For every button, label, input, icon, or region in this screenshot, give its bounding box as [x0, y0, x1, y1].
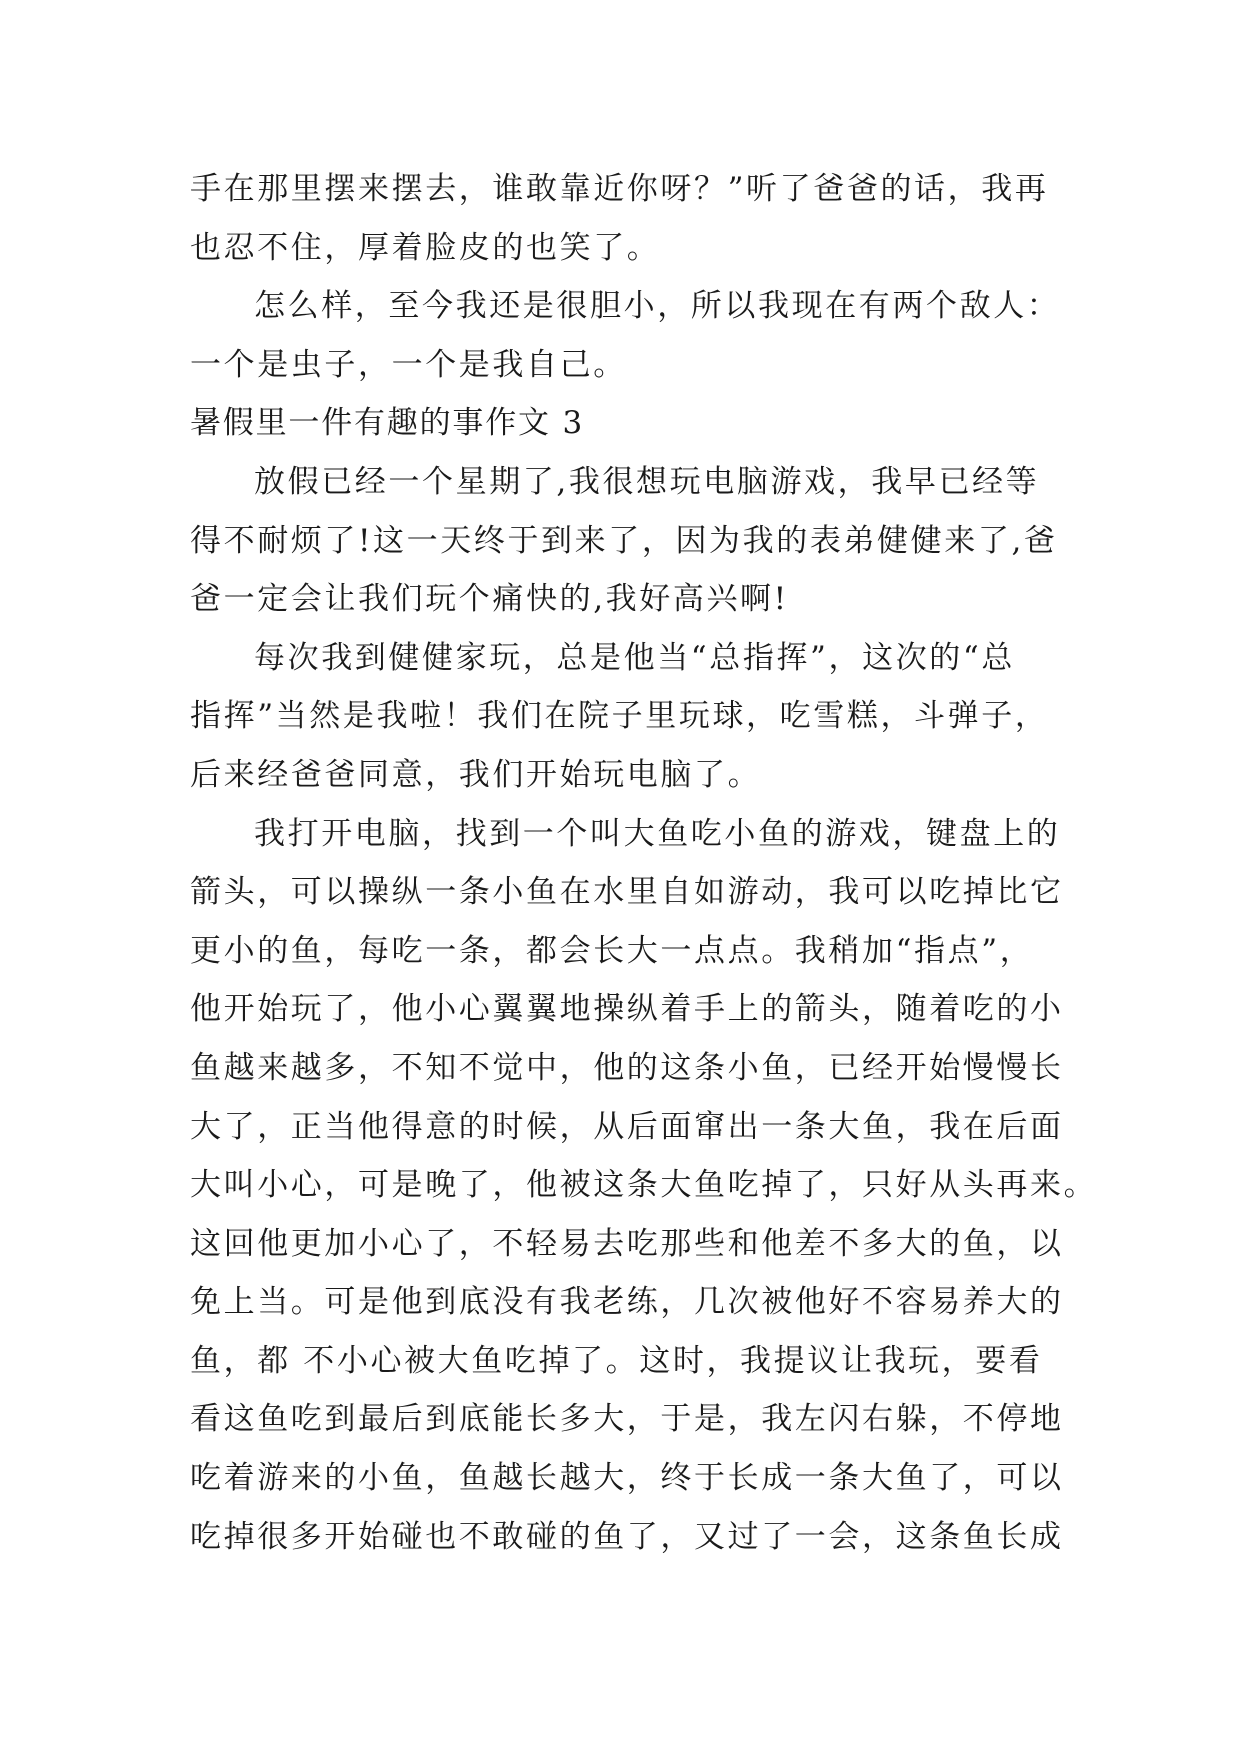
- section-heading: 暑假里一件有趣的事作文 3: [190, 405, 584, 442]
- paragraph-start-line: 怎么样，至今我还是很胆小，所以我现在有两个敌人：: [254, 288, 1061, 325]
- text-line: 也忍不住，厚着脸皮的也笑了。: [190, 229, 661, 266]
- text-line: 大叫小心，可是晚了，他被这条大鱼吃掉了，只好从头再来。: [190, 1167, 1098, 1204]
- text-line: 得不耐烦了!这一天终于到来了，因为我的表弟健健来了,爸: [190, 522, 1058, 559]
- text-line: 吃着游来的小鱼，鱼越长越大，终于长成一条大鱼了，可以: [190, 1460, 1064, 1497]
- text-line: 这回他更加小心了，不轻易去吃那些和他差不多大的鱼，以: [190, 1225, 1064, 1262]
- text-line: 后来经爸爸同意，我们开始玩电脑了。: [190, 756, 762, 793]
- text-line: 大了，正当他得意的时候，从后面窜出一条大鱼，我在后面: [190, 1108, 1064, 1145]
- text-line: 鱼越来越多，不知不觉中，他的这条小鱼，已经开始慢慢长: [190, 1049, 1064, 1086]
- text-line: 一个是虫子，一个是我自己。: [190, 346, 627, 383]
- text-line: 指挥”当然是我啦！我们在院子里玩球，吃雪糕，斗弹子，: [190, 698, 1049, 735]
- text-line: 看这鱼吃到最后到底能长多大，于是，我左闪右躲，不停地: [190, 1401, 1064, 1438]
- text-line: 箭头，可以操纵一条小鱼在水里自如游动，我可以吃掉比它: [190, 874, 1064, 911]
- text-line: 更小的鱼，每吃一条，都会长大一点点。我稍加“指点”，: [190, 932, 1034, 969]
- paragraph-start-line: 我打开电脑，找到一个叫大鱼吃小鱼的游戏，键盘上的: [254, 815, 1061, 852]
- text-line: 鱼，都 不小心被大鱼吃掉了。这时，我提议让我玩，要看: [190, 1342, 1043, 1379]
- paragraph-start-line: 每次我到健健家玩，总是他当“总指挥”，这次的“总: [254, 639, 1015, 676]
- text-line: 手在那里摆来摆去，谁敢靠近你呀？”听了爸爸的话，我再: [190, 171, 1049, 207]
- text-line: 爸一定会让我们玩个痛快的,我好高兴啊!: [190, 581, 789, 618]
- document-body: [190, 160, 1098, 1566]
- text-line: 免上当。可是他到底没有我老练，几次被他好不容易养大的: [190, 1284, 1064, 1321]
- paragraph-start-line: 放假已经一个星期了,我很想玩电脑游戏，我早已经等: [254, 463, 1040, 500]
- text-line: 他开始玩了，他小心翼翼地操纵着手上的箭头，随着吃的小: [190, 991, 1064, 1028]
- text-line: 吃掉很多开始碰也不敢碰的鱼了，又过了一会，这条鱼长成: [190, 1518, 1064, 1555]
